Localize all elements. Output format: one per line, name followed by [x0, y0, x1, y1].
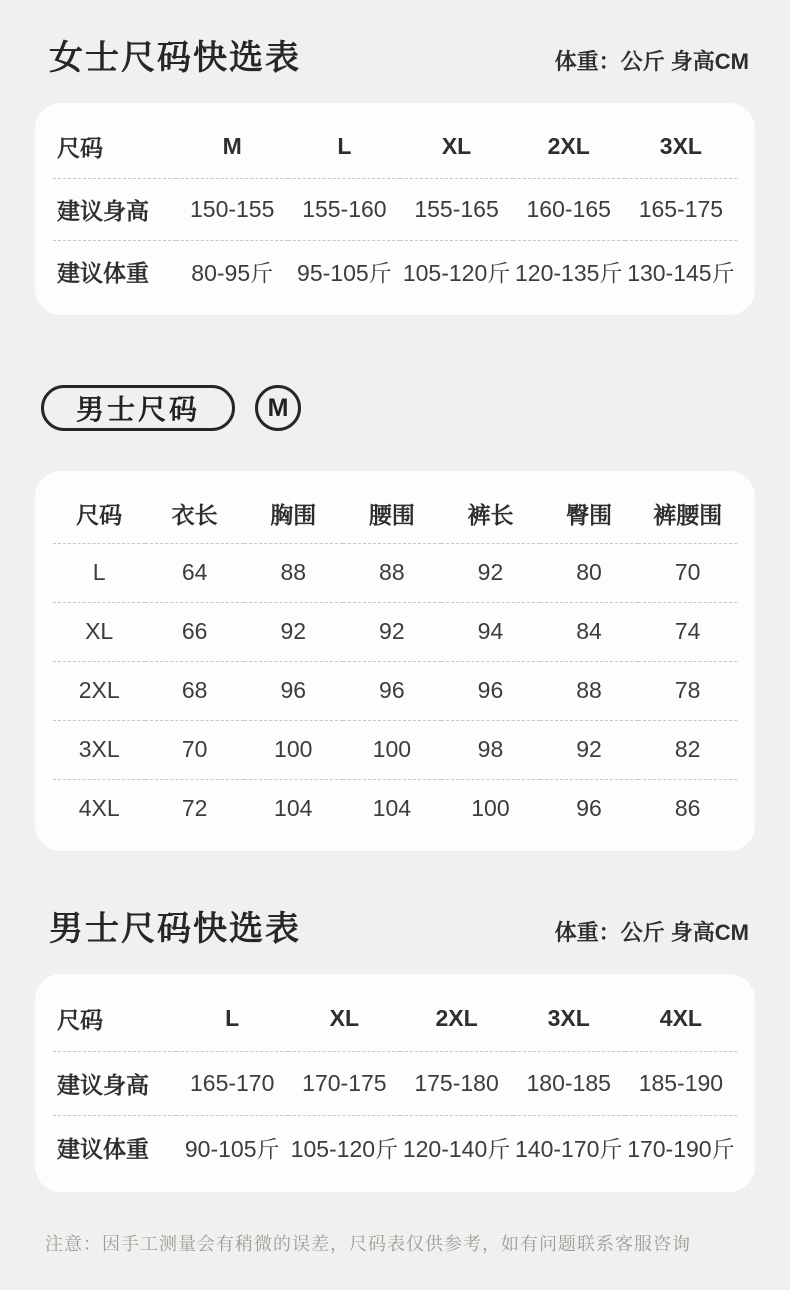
men-unit-note: 体重：公斤 身高CM: [554, 920, 749, 945]
table-cell: 88: [379, 559, 405, 585]
col-header-size: 尺码: [57, 135, 103, 162]
table-cell: 95-105斤: [297, 259, 392, 286]
col-header: L: [337, 133, 352, 160]
row-label: 建议身高: [57, 1071, 149, 1098]
table-cell: 80-95斤: [191, 259, 274, 286]
col-header: 腰围: [368, 501, 415, 528]
col-header: 衣长: [171, 501, 218, 528]
table-cell: 155-165: [414, 195, 499, 222]
col-header: M: [222, 133, 242, 160]
table-cell: 80: [576, 559, 602, 585]
table-cell: 84: [576, 618, 602, 644]
table-cell: 92: [379, 618, 405, 644]
table-cell: 165-170: [189, 1069, 275, 1096]
table-row: [53, 602, 737, 661]
row-label: 3XL: [78, 736, 120, 762]
row-label: 建议体重: [57, 1135, 149, 1162]
table-cell: 92: [280, 618, 307, 644]
men-size-badge: [41, 385, 235, 431]
table-cell: 160-165: [526, 195, 611, 222]
men-quick-table-card: [35, 974, 755, 1192]
table-cell: 94: [477, 618, 504, 644]
row-label: 建议体重: [57, 259, 149, 286]
table-cell: 175-180: [414, 1069, 499, 1096]
table-cell: 96: [576, 795, 602, 822]
table-cell: 68: [181, 677, 208, 703]
table-cell: 92: [477, 559, 504, 585]
table-cell: 180-185: [526, 1069, 611, 1096]
table-row: [53, 661, 737, 720]
table-cell: 120-135斤: [515, 259, 623, 286]
table-cell: 92: [576, 736, 602, 762]
table-cell: 88: [576, 677, 602, 703]
table-header-row: [53, 116, 737, 178]
table-cell: 70: [674, 559, 701, 585]
table-cell: 86: [674, 795, 701, 822]
men-section-title: 男士尺码快选表: [49, 910, 301, 948]
col-header: 2XL: [547, 133, 590, 160]
men-quick-table: [53, 987, 737, 1179]
table-row: [53, 779, 737, 838]
table-cell: 88: [280, 559, 307, 585]
table-cell: 170-190斤: [627, 1135, 735, 1162]
col-header: 3XL: [547, 1005, 590, 1032]
table-cell: 70: [181, 736, 208, 762]
men-size-letter: M: [267, 393, 289, 422]
table-cell: 104: [372, 795, 412, 822]
women-unit-note: 体重：公斤 身高CM: [554, 49, 749, 74]
table-cell: 104: [274, 795, 313, 822]
col-header: XL: [329, 1005, 360, 1032]
table-cell: 96: [280, 677, 307, 703]
table-cell: 74: [674, 618, 701, 644]
col-header: 3XL: [659, 133, 702, 160]
table-cell: 100: [372, 736, 412, 762]
table-cell: 96: [379, 677, 405, 703]
col-header-size: 尺码: [76, 501, 123, 528]
men-section-header: [35, 901, 755, 950]
men-detail-table-card: [35, 471, 755, 851]
table-cell: 64: [181, 559, 208, 585]
row-label: XL: [85, 618, 114, 644]
row-label: L: [92, 559, 106, 585]
table-cell: 90-105斤: [184, 1135, 280, 1162]
table-row-weight: [53, 1115, 737, 1179]
table-cell: 105-120斤: [290, 1135, 399, 1162]
table-cell: 130-145斤: [627, 259, 735, 286]
col-header: 裤长: [467, 501, 514, 528]
women-section-title: 女士尺码快选表: [49, 39, 301, 77]
table-cell: 165-175: [638, 195, 724, 222]
col-header: XL: [441, 133, 472, 160]
men-size-badge-row: [41, 385, 755, 431]
men-size-badge-label: 男士尺码: [76, 394, 201, 425]
table-row-height: [53, 178, 737, 240]
table-cell: 78: [674, 677, 701, 703]
table-cell: 100: [471, 795, 510, 822]
women-section-header: [35, 30, 755, 79]
table-cell: 66: [181, 618, 208, 644]
col-header-size: 尺码: [57, 1007, 103, 1034]
col-header: 2XL: [435, 1005, 478, 1032]
col-header: L: [225, 1005, 240, 1032]
table-row-weight: [53, 240, 737, 302]
table-row: [53, 720, 737, 779]
women-quick-table: [53, 116, 737, 302]
table-row: [53, 543, 737, 602]
women-quick-table-card: [35, 103, 755, 315]
col-header: 4XL: [659, 1005, 702, 1032]
table-cell: 105-120斤: [402, 259, 511, 286]
row-label: 建议身高: [57, 197, 149, 224]
row-label: 4XL: [78, 795, 120, 822]
col-header: 胸围: [270, 501, 317, 528]
col-header: 裤腰围: [653, 501, 723, 528]
footnote: 注意：因手工测量会有稍微的误差，尺码表仅供参考，如有问题联系客服咨询: [45, 1234, 691, 1254]
col-header: 臀围: [566, 501, 613, 528]
men-size-letter-badge: [255, 385, 301, 431]
table-cell: 140-170斤: [515, 1135, 623, 1162]
table-cell: 155-160: [302, 195, 387, 222]
table-cell: 170-175: [302, 1069, 387, 1096]
row-label: 2XL: [78, 677, 120, 703]
table-cell: 100: [274, 736, 313, 762]
table-header-row: [53, 484, 737, 543]
table-cell: 82: [674, 736, 701, 762]
table-header-row: [53, 987, 737, 1051]
table-cell: 72: [181, 795, 208, 822]
men-detail-table: [53, 484, 737, 838]
table-row-height: [53, 1051, 737, 1115]
table-cell: 185-190: [638, 1069, 724, 1096]
table-cell: 96: [477, 677, 504, 703]
table-cell: 120-140斤: [402, 1135, 511, 1162]
table-cell: 98: [477, 736, 504, 762]
table-cell: 150-155: [189, 195, 275, 222]
